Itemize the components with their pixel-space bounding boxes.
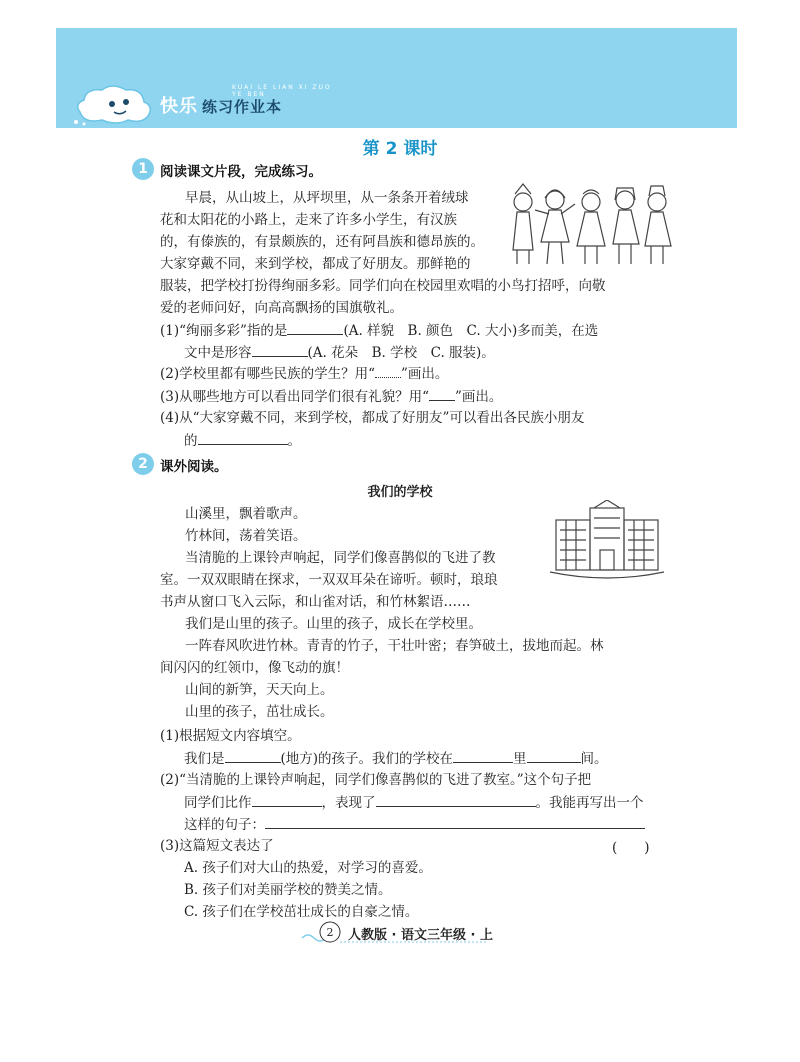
q1-sub1-text-c: 文中是形容: [184, 345, 252, 361]
q2-sub2-line2: [184, 792, 644, 813]
q1-sub3: [160, 386, 502, 407]
q1-sub1-text-a: (1)“绚丽多彩”指的是: [160, 323, 288, 339]
q2-passage-line: 当清脆的上课铃声响起，同学们像喜鹊似的飞进了教: [185, 550, 496, 566]
question-number-2: 2: [132, 453, 154, 475]
q1-sub3-text-b: ”画出。: [455, 389, 503, 405]
q1-sub3-text-a: (3)从哪些地方可以看出同学们很有礼貌？用“: [160, 389, 430, 405]
passage-title: 我们的学校: [367, 485, 433, 500]
option-c: C. 孩子们在学校茁壮成长的自豪之情。: [184, 904, 419, 920]
q2-sub1-text-b: (地方)的孩子。我们的学校在: [280, 751, 454, 767]
option-b: B. 孩子们对美丽学校的赞美之情。: [184, 882, 392, 898]
q2-sub1-fill: [184, 748, 608, 769]
q1-sub1-line2: [184, 342, 495, 363]
q1-passage-line: 花和太阳花的小路上，走来了许多小学生，有汉族: [160, 212, 457, 228]
logo-title-part1: 快乐: [160, 96, 198, 117]
q2-sub1-text-a: 我们是: [184, 751, 225, 767]
q1-sub4-line1: (4)从“大家穿戴不同，来到学校，都成了好朋友”可以看出各民族小朋友: [160, 410, 585, 426]
wavy-line-mark: [375, 365, 401, 378]
lesson-title: 第 2 课时: [362, 139, 438, 159]
q1-sub1-line1: [160, 320, 598, 341]
logo: [72, 78, 332, 128]
q1-sub1-text-b: (A. 样貌 B. 颜色 C. 大小)多而美，在选: [343, 323, 599, 339]
question-number-1: 1: [132, 158, 154, 180]
logo-title: [160, 92, 282, 118]
q2-sub2-text-e: 这样的句子：: [184, 817, 265, 833]
q1-sub2-text-a: (2)学校里都有哪些民族的学生？用“: [160, 366, 376, 382]
logo-title-part2: 练习作业本: [202, 98, 283, 116]
q2-passage-line: 山间的新笋，天天向上。: [185, 682, 334, 698]
q2-passage-line: 竹林间，荡着笑语。: [185, 528, 307, 544]
answer-choice-parentheses[interactable]: ( ): [612, 840, 650, 856]
q2-sub2-text-b: 同学们比作: [184, 795, 252, 811]
q2-sub2-text-d: 。我能再写出一个: [535, 795, 644, 811]
question-2-heading: 课外阅读。: [160, 459, 228, 475]
page-number-text: 2: [326, 926, 334, 939]
q2-passage-line: 一阵春风吹进竹林。青青的竹子，干壮叶密；春笋破土，拔地而起。林: [185, 638, 604, 654]
q2-sub2-line3: [184, 814, 645, 835]
q1-passage-line: 服装，把学校打扮得绚丽多彩。同学们向在校园里欢唱的小鸟打招呼，向敬: [160, 278, 606, 294]
answer-blank[interactable]: [252, 792, 322, 807]
q1-passage-line: 的，有傣族的，有景颇族的，还有阿昌族和德昂族的。: [160, 234, 484, 250]
q1-passage-line: 大家穿戴不同，来到学校，都成了好朋友。那鲜艳的: [160, 256, 471, 272]
answer-blank[interactable]: [225, 748, 281, 763]
q2-sub2-text-c: ，表现了: [321, 795, 376, 811]
q1-sub4-text-c: 。: [287, 433, 301, 449]
cloud-mascot-icon: [72, 82, 156, 126]
q2-sub1-text-c: 里: [513, 751, 527, 767]
answer-blank[interactable]: [453, 748, 513, 763]
q2-passage-line: 山溪里，飘着歌声。: [185, 506, 307, 522]
straight-line-mark: [429, 386, 455, 401]
q2-passage-line: 书声从窗口飞入云际，和山雀对话，和竹林絮语……: [160, 594, 471, 610]
q1-sub4-line2: [184, 430, 301, 451]
q2-sub3-title: (3)这篇短文表达了: [160, 838, 274, 854]
q1-passage-line: 爱的老师问好，向高高飘扬的国旗敬礼。: [160, 300, 403, 316]
option-a: A. 孩子们对大山的热爱，对学习的喜爱。: [184, 860, 432, 876]
q2-passage-line: 我们是山里的孩子。山里的孩子，成长在学校里。: [185, 616, 482, 632]
answer-blank[interactable]: [287, 320, 343, 335]
footer-edition-text: 人教版 · 语文三年级 · 上: [348, 928, 493, 943]
q2-sub1-title: (1)根据短文内容填空。: [160, 728, 301, 744]
children-illustration: [505, 180, 675, 268]
answer-blank[interactable]: [376, 792, 536, 807]
answer-blank[interactable]: [198, 430, 288, 445]
school-building-illustration: [550, 500, 664, 580]
page-number: [318, 920, 342, 944]
answer-blank[interactable]: [265, 814, 645, 829]
answer-blank[interactable]: [527, 748, 581, 763]
q2-passage-line: 山里的孩子，茁壮成长。: [185, 704, 334, 720]
answer-blank[interactable]: [252, 342, 308, 357]
logo-pinyin: KUAI LE LIAN XI ZUO YE BEN: [232, 84, 332, 98]
footer: [300, 918, 500, 948]
q1-sub2-text-b: ”画出。: [401, 366, 449, 382]
q2-passage-line: 间闪闪的红领巾，像飞动的旗！: [160, 660, 349, 676]
question-1-heading: 阅读课文片段，完成练习。: [160, 164, 322, 180]
q1-sub2: [160, 364, 448, 384]
q2-passage-line: 室。一双双眼睛在探求，一双双耳朵在谛听。顿时，琅琅: [160, 572, 498, 588]
q1-passage-line: 早晨，从山坡上，从坪坝里，从一条条开着绒球: [185, 190, 469, 206]
q1-sub1-text-d: (A. 花朵 B. 学校 C. 服装)。: [307, 345, 495, 361]
q1-sub4-text-b: 的: [184, 433, 198, 449]
q2-sub1-text-d: 间。: [580, 751, 608, 767]
q2-sub2-line1: (2)“当清脆的上课铃声响起，同学们像喜鹊似的飞进了教室。”这个句子把: [160, 772, 592, 788]
